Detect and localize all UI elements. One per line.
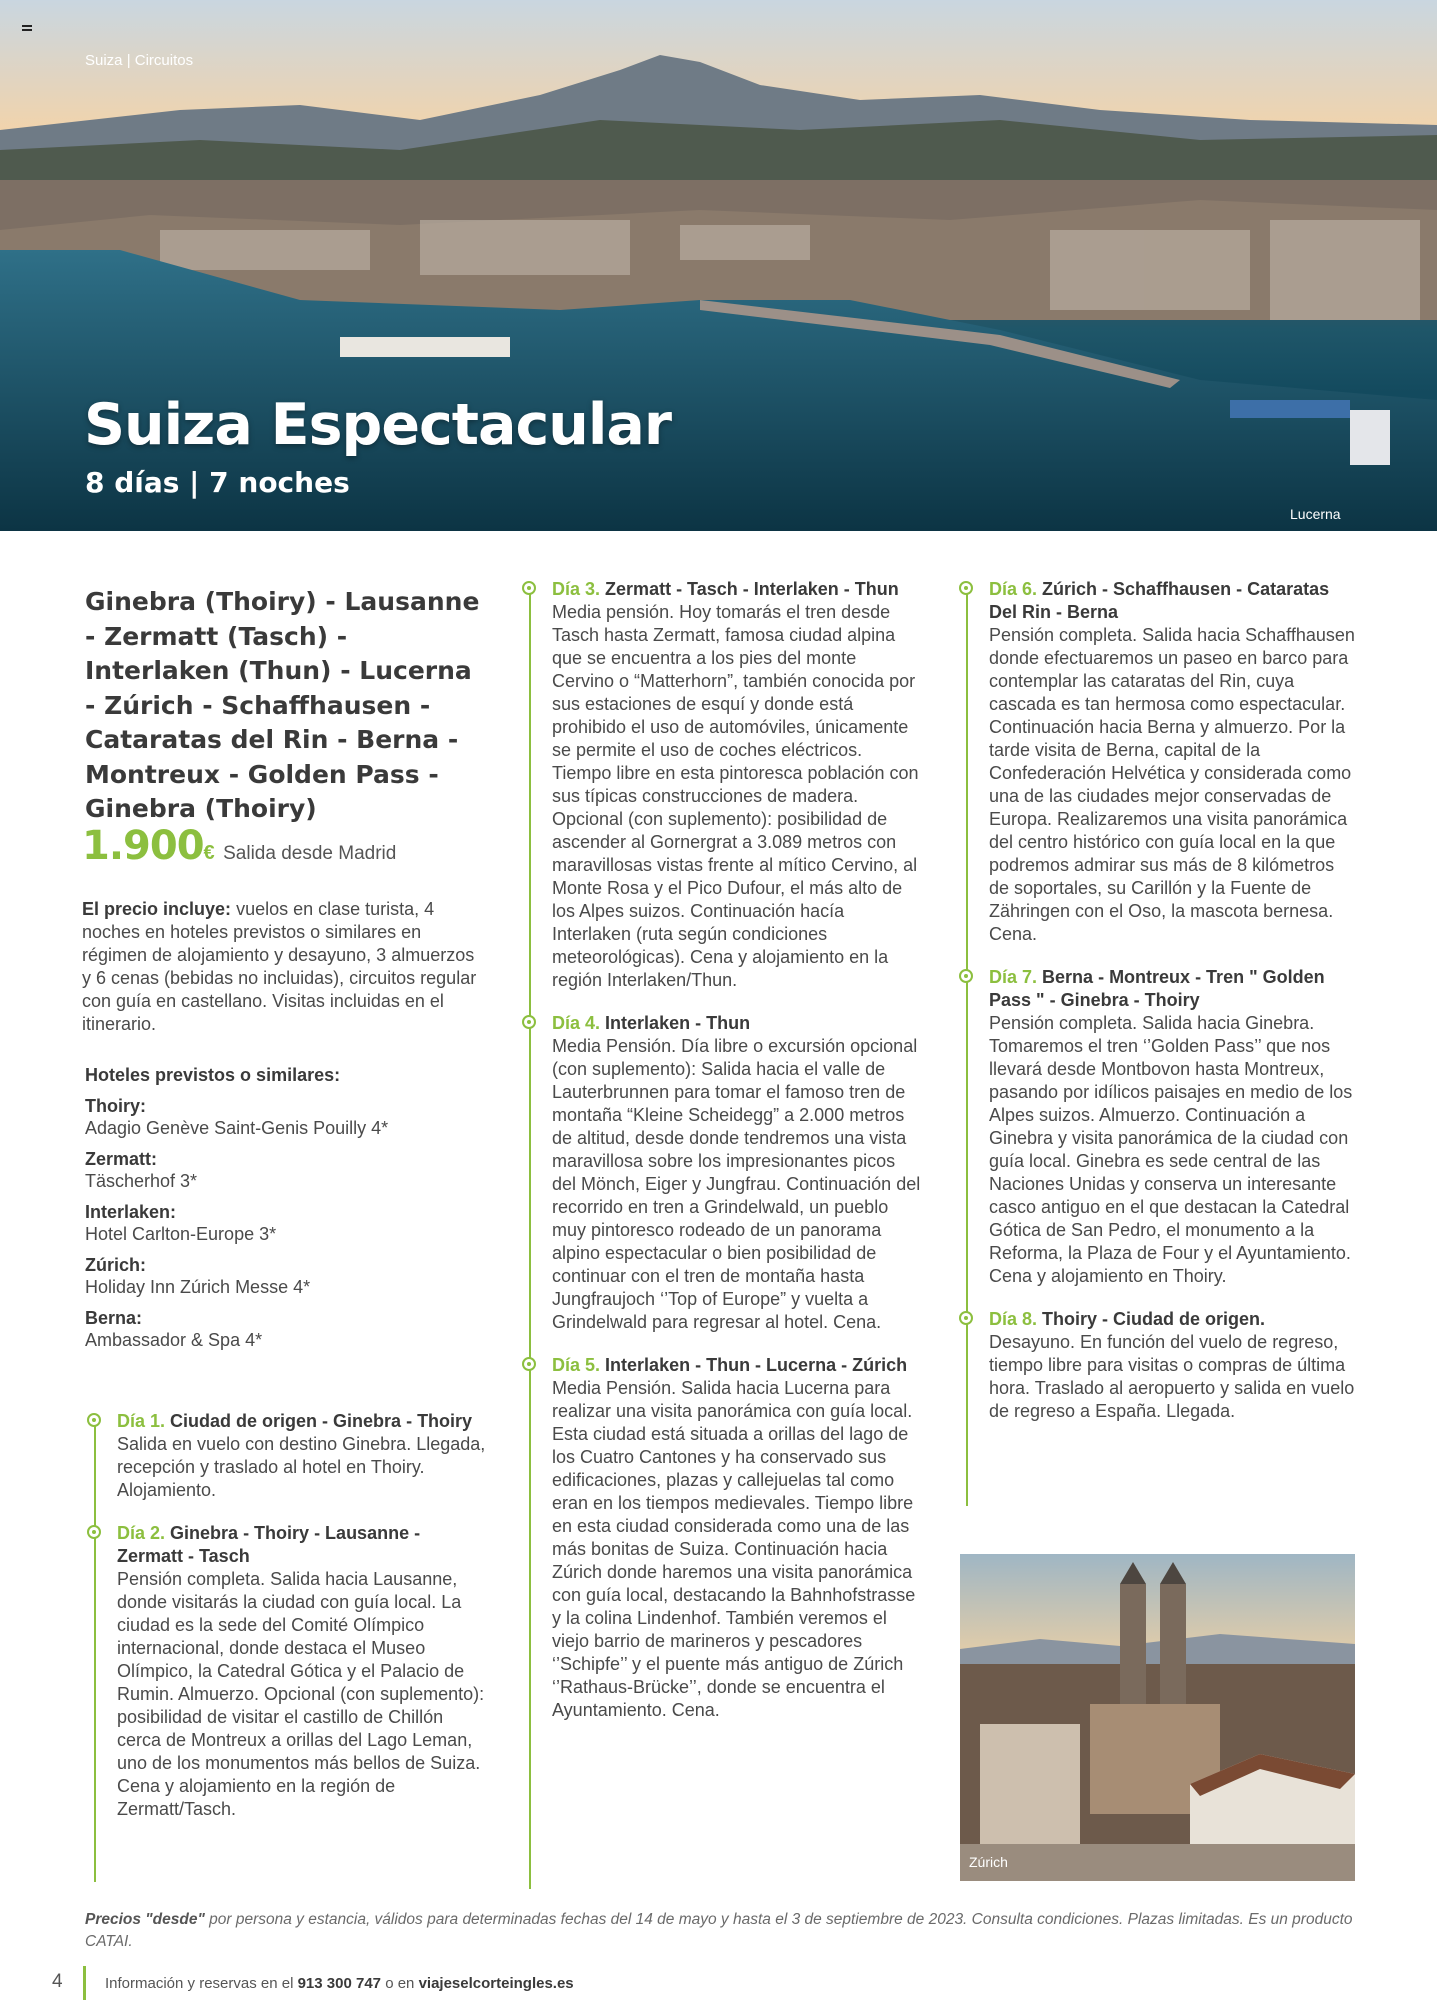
route-summary: Ginebra (Thoiry) - Lausanne - Zermatt (Tasch) - Interlaken (Thun) - Lucerna - Zúrich - Schaffhausen - Cataratas del Rin - Berna - Montreux - Golden Pass - Ginebra (Thoiry)	[85, 587, 480, 823]
footer-contact	[105, 1975, 574, 1992]
day-heading	[989, 966, 1359, 1012]
zurich-cityscape	[960, 1554, 1355, 1881]
hotels-title: Hoteles previstos o similares:	[85, 1065, 341, 1085]
day-number: Día 4.	[552, 1013, 601, 1033]
includes-label: El precio incluye:	[82, 899, 232, 919]
price-block	[82, 823, 396, 869]
day-description: Media Pensión. Salida hacia Lucerna para realizar una visita panorámica con guía local. Esta ciudad está situada a orillas del lago de los Cuatro Cantones y ha conservado sus edificaciones, plazas y callejuelas tal como eran en los tiempos medievales. Tiempo libre en esta ciudad considerada como una de las más bonitas de Suiza. Continuación hacia Zúrich donde haremos una visita panorámica con guía local, destacando la Bahnhofstrasse y la colina Lindenhof. También veremos el viejo barrio de marineros y pescadores ‘’Schipfe’’ y el puente más antiguo de Zúrich ‘’Rathaus-Brücke’’, donde se encuentra el Ayuntamiento. Cena.	[552, 1378, 916, 1720]
footer-mid: o en	[385, 1975, 415, 1992]
price-value: 1.900	[82, 823, 204, 869]
page-subtitle: 8 días | 7 noches	[85, 466, 350, 499]
day-heading	[989, 578, 1359, 624]
itinerary-column-3	[959, 578, 1359, 1423]
footnote-text: por persona y estancia, válidos para determinadas fechas del 14 de mayo y hasta el 3 de septiembre de 2023. Consulta condiciones. Plazas limitadas. Es un producto CATAI.	[85, 1911, 1353, 1950]
timeline-marker-icon	[959, 969, 973, 983]
timeline-marker-icon	[87, 1525, 101, 1539]
day-title: Zermatt - Tasch - Interlaken - Thun	[605, 579, 899, 599]
includes-text: vuelos en clase turista, 4 noches en hoteles previstos o similares en régimen de alojamiento y desayuno, 3 almuerzos y 6 cenas (bebidas no incluidas), circuitos regular con guía en castellano. Visitas incluidas en el itinerario.	[82, 899, 477, 1034]
hero-caption: Lucerna	[1290, 506, 1341, 522]
menu-icon[interactable]	[22, 25, 32, 31]
phone-link[interactable]: 913 300 747	[297, 1975, 382, 1992]
day-title: Ginebra - Thoiry - Lausanne - Zermatt - Tasch	[117, 1523, 421, 1566]
day-heading	[552, 578, 922, 601]
day-description: Salida en vuelo con destino Ginebra. Llegada, recepción y traslado al hotel en Thoiry. Alojamiento.	[117, 1434, 486, 1500]
timeline-marker-icon	[959, 581, 973, 595]
breadcrumb: Suiza | Circuitos	[85, 52, 194, 69]
hotels-list	[85, 1065, 485, 1360]
day-heading	[552, 1354, 922, 1377]
website-link[interactable]: viajeselcorteingles.es	[418, 1975, 574, 1992]
itinerary-day	[959, 1308, 1359, 1423]
timeline-marker-icon	[87, 1413, 101, 1427]
day-title: Interlaken - Thun - Lucerna - Zúrich	[605, 1355, 908, 1375]
hotel-city: Interlaken:	[85, 1202, 177, 1222]
footer-divider	[83, 1966, 86, 2000]
day-number: Día 7.	[989, 967, 1038, 987]
price-currency: €	[203, 842, 215, 864]
timeline-marker-icon	[522, 1357, 536, 1371]
price-footnote	[85, 1909, 1365, 1953]
zurich-photo	[960, 1554, 1355, 1881]
itinerary-day	[522, 1354, 922, 1722]
day-number: Día 3.	[552, 579, 601, 599]
hotel-name: Hotel Carlton-Europe 3*	[85, 1224, 277, 1244]
day-heading	[117, 1410, 487, 1433]
itinerary-day	[959, 966, 1359, 1288]
hotel-city: Berna:	[85, 1308, 143, 1328]
day-description: Media Pensión. Día libre o excursión opcional (con suplemento): Salida hacia el valle de Lauterbrunnen para tomar el famoso tren de montaña “Kleine Scheidegg” a 2.000 metros de altitud, desde donde tendremos una vista maravillosa sobre los impresionantes picos del Mönch, Eiger y Jungfrau. Continuación del recorrido en tren a Grindelwald, un pueblo muy pintoresco rodeado de un panorama alpino espectacular o bien posibilidad de continuar con el tren de montaña hasta Jungfraujoch ‘’Top of Europe” y vuelta a Grindelwald para regresar al hotel. Cena.	[552, 1036, 921, 1332]
day-description: Pensión completa. Salida hacia Schaffhausen donde efectuaremos un paseo en barco para contemplar las cataratas del Rin, cuya cascada es tan hermosa como espectacular. Continuación hacia Berna y almuerzo. Por la tarde visita de Berna, capital de la Confederación Helvética y considerada como una de las ciudades mejor conservadas de Europa. Realizaremos una visita panorámica del centro histórico con guía local en la que podremos admirar sus más de 8 kilómetros de soportales, su Carillón y la Fuente de Zähringen con el Oso, la mascota bernesa. Cena.	[989, 625, 1355, 944]
itinerary-column-1	[87, 1410, 487, 1821]
day-number: Día 6.	[989, 579, 1038, 599]
day-title: Zúrich - Schaffhausen - Cataratas Del Rin - Berna	[989, 579, 1330, 622]
day-title: Ciudad de origen - Ginebra - Thoiry	[170, 1411, 473, 1431]
day-heading	[989, 1308, 1359, 1331]
hotel-name: Täscherhof 3*	[85, 1171, 198, 1191]
hotel-city: Zermatt:	[85, 1149, 158, 1169]
hotel-name: Adagio Genève Saint-Genis Pouilly 4*	[85, 1118, 389, 1138]
day-description: Pensión completa. Salida hacia Ginebra. Tomaremos el tren ‘’Golden Pass’’ que nos llevará desde Montbovon hasta Montreux, pasando por idílicos paisajes en medio de los Alpes suizos. Almuerzo. Continuación a Ginebra y visita panorámica de la ciudad con guía local. Ginebra es sede central de las Naciones Unidas y conserva un interesante casco antiguo en el que destacan la Catedral Gótica de San Pedro, el monumento a la Reforma, la Plaza de Four y el Ayuntamiento. Cena y alojamiento en Thoiry.	[989, 1013, 1353, 1286]
day-title: Interlaken - Thun	[605, 1013, 751, 1033]
itinerary-day	[522, 578, 922, 992]
itinerary-day	[87, 1522, 487, 1821]
photo-caption: Zúrich	[969, 1854, 1008, 1870]
hotel-name: Holiday Inn Zúrich Messe 4*	[85, 1277, 311, 1297]
itinerary-column-2	[522, 578, 922, 1722]
hotel-city: Thoiry:	[85, 1096, 146, 1116]
footnote-lead: Precios "desde"	[85, 1911, 205, 1928]
price-label: Salida desde Madrid	[223, 843, 397, 864]
day-number: Día 5.	[552, 1355, 601, 1375]
timeline-marker-icon	[522, 581, 536, 595]
itinerary-day	[522, 1012, 922, 1334]
day-title: Thoiry - Ciudad de origen.	[1042, 1309, 1266, 1329]
footer-prefix: Información y reservas en el	[105, 1975, 294, 1992]
day-heading	[117, 1522, 487, 1568]
itinerary-day	[87, 1410, 487, 1502]
day-number: Día 2.	[117, 1523, 166, 1543]
day-description: Desayuno. En función del vuelo de regreso, tiempo libre para visitas o compras de última hora. Traslado al aeropuerto y salida en vuelo de regreso a España. Llegada.	[989, 1332, 1355, 1421]
itinerary-day	[959, 578, 1359, 946]
hotel-name: Ambassador & Spa 4*	[85, 1330, 263, 1350]
day-heading	[552, 1012, 922, 1035]
timeline-marker-icon	[959, 1311, 973, 1325]
page-title: Suiza Espectacular	[84, 392, 671, 458]
day-description: Media pensión. Hoy tomarás el tren desde Tasch hasta Zermatt, famosa ciudad alpina que se encuentra a los pies del monte Cervino o “Matterhorn”, también conocida por sus estaciones de esquí y donde está prohibido el uso de automóviles, únicamente se permite el uso de coches eléctricos. Tiempo libre en esta pintoresca población con sus típicas construcciones de madera. Opcional (con suplemento): posibilidad de ascender al Gornergrat a 3.089 metros con maravillosas vistas frente al mítico Cervino, al Monte Rosa y el Pico Dufour, el más alto de los Alpes suizos. Continuación hacía Interlaken (ruta según condiciones meteorológicas). Cena y alojamiento en la región Interlaken/Thun.	[552, 602, 919, 990]
day-title: Berna - Montreux - Tren " Golden Pass " - Ginebra - Thoiry	[989, 967, 1325, 1010]
hero-image	[0, 0, 1437, 531]
timeline-marker-icon	[522, 1015, 536, 1029]
price-includes	[82, 898, 482, 1036]
hotel-city: Zúrich:	[85, 1255, 146, 1275]
day-number: Día 8.	[989, 1309, 1038, 1329]
day-description: Pensión completa. Salida hacia Lausanne, donde visitarás la ciudad con guía local. La ciudad es la sede del Comité Olímpico internacional, donde destaca el Museo Olímpico, la Catedral Gótica y el Palacio de Rumin. Almuerzo. Opcional (con suplemento): posibilidad de visitar el castillo de Chillón cerca de Montreux a orillas del Lago Leman, uno de los monumentos más bellos de Suiza. Cena y alojamiento en la región de Zermatt/Tasch.	[117, 1569, 485, 1819]
day-number: Día 1.	[117, 1411, 166, 1431]
page-number: 4	[52, 1971, 63, 1992]
